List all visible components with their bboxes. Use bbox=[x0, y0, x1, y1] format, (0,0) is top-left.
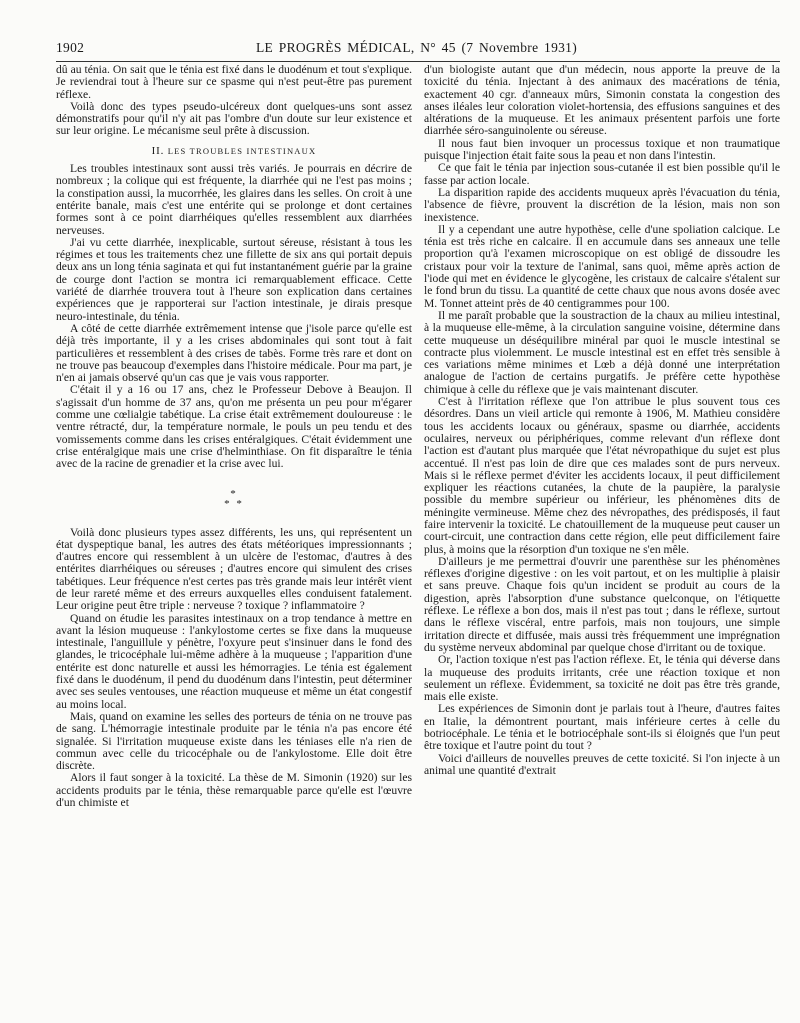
paragraph: d'un biologiste autant que d'un médecin, nous apporte la preuve de la toxicité du ténia. Injectant à des animaux des macérations de ténia, exactement 40 cgr. d'anneaux mûrs, Simonin constata la congestion des anses iléales leur coloration violet-hortensia, des effusions sanguines et des altérations de la muqueuse. Et les animaux présentent parfois une forte diarrhée séro-sanguinolente ou séreuse. bbox=[424, 63, 780, 138]
paragraph: Ce que fait le ténia par injection sous-cutanée il est bien possible qu'il le fasse par action locale. bbox=[424, 161, 780, 187]
paragraph: Mais, quand on examine les selles des porteurs de ténia on ne trouve pas de sang. L'hémorragie intestinale produite par le ténia n'a pas encore été signalée. Si l'irritation muqueuse existe dans les téniases elle n'a rien de commun avec celle du tricocéphale ou de l'ankylostome. Elle doit être discrète. bbox=[56, 709, 412, 773]
paragraph: Les expériences de Simonin dont je parlais tout à l'heure, d'autres faites en Italie, la démontrent pourtant, mais inférieure certes à celle du botriocéphale. Le ténia et le botriocéphale sont-ils si éloignés que l'un peut être toxique et l'autre point du tout ? bbox=[424, 702, 780, 753]
paragraph: Or, l'action toxique n'est pas l'action réflexe. Et, le ténia qui déverse dans la muqueuse des produits irritants, crée une réaction toxique et non seulement un réflexe. Évidemment, sa toxicité ne doit pas être très grande, mais elle existe. bbox=[424, 653, 780, 704]
paragraph: Quand on étudie les parasites intestinaux on a trop tendance à mettre en avant la lésion muqueuse : l'ankylostome certes se fixe dans la muqueuse intestinale, l'anguillule y pénètre, l'oxyure peut s'insinuer dans le fond des glandes, le tricocéphale lui-même adhère à la muqueuse ; l'apparition d'une entérite est donc naturelle et aussi les hémorragies. Le ténia est également fixé dans le duodénum, il pend du duodénum dans l'intestin, peut déterminer avec ses seules ventouses, une réaction muqueuse et même un état congestif au moins local. bbox=[56, 611, 412, 711]
paragraph: Alors il faut songer à la toxicité. La thèse de M. Simonin (1920) sur les accidents produits par le ténia, thèse remarquable parce qu'elle est l'œuvre d'un chimiste et bbox=[56, 771, 412, 810]
paragraph: Voilà donc des types pseudo-ulcéreux dont quelques-uns sont assez démonstratifs pour qu'il n'y ait pas l'ombre d'un doute sur leur existence et sur leur origine. Le mécanisme seul prête à discussion. bbox=[56, 99, 412, 138]
running-header bbox=[56, 40, 780, 60]
section-number: II. bbox=[151, 144, 165, 157]
paragraph: D'ailleurs je me permettrai d'ouvrir une parenthèse sur les phénomènes réflexes d'origine digestive : on les voit partout, et on les multiplie à plaisir et sans preuve. Chaque fois qu'un incident se produit au cours de la digestion, après l'absorption d'une substance quelconque, on l'étiquette réflexe. Le réflexe a bon dos, mais il n'est pas tout ; dans le réflexe, surtout dans le réflexe viscéral, entre parfois, mais non toujours, une simple irritation directe et diffusée, mais aussi très fréquemment une imprégnation du système nerveux abdominal par quelque chose d'irritant ou de toxique. bbox=[424, 554, 780, 654]
paragraph: C'était il y a 16 ou 17 ans, chez le Professeur Debove à Beaujon. Il s'agissait d'un homme de 37 ans, qu'on me présenta un peu pour m'égarer comme une cœlialgie tabétique. La crise était extrêmement douloureuse : le ventre rétracté, dur, la température normale, le pouls un peu tendu et des vomissements comme dans les crises entéralgiques. C'était évidemment une crise entéralgique mais une crise d'helminthiase. On fit disparaître le ténia avec de la racine de grenadier et la crise avec lui. bbox=[56, 383, 412, 471]
paragraph: dû au ténia. On sait que le ténia est fixé dans le duodénum et tout s'explique. Je reviendrai tout à l'heure sur ce spasme qui n'est peut-être pas purement réflexe. bbox=[56, 63, 412, 101]
paragraph: Il y a cependant une autre hypothèse, celle d'une spoliation calcique. Le ténia est très riche en calcaire. Il en accumule dans ses anneaux une telle proportion qu'à l'examen microscopique on est obligé de dissoudre les cristaux pour voir la texture de l'animal, sans quoi, même après action de l'iode qui met en évidence le glycogène, les cristaux de calcaire s'étalent sur le fond brun du tissu. La quantité de cette chaux que nous avons dosée avec M. Tonnet atteint près de 40 centigrammes pour 100. bbox=[424, 222, 780, 310]
journal-title: LE PROGRÈS MÉDICAL, N° 45 (7 Novembre 1931) bbox=[256, 40, 578, 55]
header-rule bbox=[56, 61, 780, 62]
paragraph: C'est à l'irritation réflexe que l'on attribue le plus souvent tous ces désordres. Dans un vieil article qui remonte à 1906, M. Mathieu considère tous les accidents locaux ou généraux, spasme ou diarrhée, accidents oculaires, nerveux ou périphériques, comme relevant d'un réflexe dont l'action est d'autant plus marquée que l'état névropathique du sujet est plus accentué. Il n'est pas loin de dire que ces malades sont de purs nerveux. Mais si le réflexe permet d'éviter les accidents locaux, il peut difficilement expliquer les réactions cutanées, la chute de la paupière, la paralysie possible du membre supérieur ou inférieur, les phénomènes dits de méningite vermineuse. Même chez des névropathes, des prédisposés, il faut faire intervenir la toxicité. Le chatouillement de la muqueuse peut causer un court-circuit, une contraction dans cette région, elle peut difficilement faire plus, à moins que la résorption d'un toxique ne s'en mêle. bbox=[424, 395, 780, 556]
section-title: LES TROUBLES INTESTINAUX bbox=[167, 145, 317, 156]
paragraph: Il nous faut bien invoquer un processus toxique et non traumatique puisque l'injection était faite sous la peau et non dans l'intestin. bbox=[424, 136, 780, 163]
section-heading bbox=[56, 145, 412, 157]
paragraph: J'ai vu cette diarrhée, inexplicable, surtout séreuse, résistant à tous les régimes et tous les traitements chez une fillette de six ans qui portait depuis deux ans un long ténia saginata et qui fut instantanément guérie par la graine de courge dont l'action se montra ici remarquablement efficace. Cette variété de diarrhée trouvera tout à l'heure son explication dans certaines expériences que je rapporterai sur l'action intestinale, je dirais presque neuro-intestinale, du ténia. bbox=[56, 235, 412, 323]
paragraph: Il me paraît probable que la soustraction de la chaux au milieu intestinal, à la muqueuse elle-même, à la circulation sanguine voisine, détermine dans cette muqueuse un déséquilibre minéral par quoi le muscle intestinal se contracte plus violemment. Le muscle intestinal est en effet très sensible à ces variations même minimes et Lœb a déjà donné une interprétation analogue de l'action de certains purgatifs. Je préfère cette hypothèse chimique à celle du réflexe que je vais maintenant discuter. bbox=[424, 308, 780, 396]
page-number: 1902 bbox=[56, 40, 85, 55]
left-column bbox=[56, 64, 412, 809]
paragraph: A côté de cette diarrhée extrêmement intense que j'isole parce qu'elle est déjà très importante, il y a les crises abdominales qui sont tout à fait particulières et ressemblent à des crises de tabès. Forme très rare et dont on ne trouve pas beaucoup d'exemples dans l'histoire médicale. Pour ma part, je n'en ai jamais observé qu'un cas que je vais vous rapporter. bbox=[56, 321, 412, 385]
paragraph: Voici d'ailleurs de nouvelles preuves de cette toxicité. Si l'on injecte à un animal une quantité d'extrait bbox=[424, 751, 780, 777]
asterism-separator: * * * bbox=[224, 487, 244, 510]
paragraph: La disparition rapide des accidents muqueux après l'évacuation du ténia, l'absence de fièvre, prouvent la discrétion de la lésion, mais non son inexistence. bbox=[424, 185, 780, 224]
paragraph: Les troubles intestinaux sont aussi très variés. Je pourrais en décrire de nombreux ; la colique qui est fréquente, la diarrhée qui ne l'est pas moins ; la constipation aussi, la mucorrhée, les glaires dans les selles. On croit à une entérite banale, mais c'est une entérite qui se prolonge et dont certaines formes sont à ce point diarrhéiques qu'elles ressemblent aux diarrhées nerveuses. bbox=[56, 162, 412, 237]
paragraph: Voilà donc plusieurs types assez différents, les uns, qui représentent un état dyspeptique banal, les autres des états météoriques impressionnants ; d'autres encore qui ressemblent à un ulcère de l'estomac, d'autres à des entérites diarrhéiques ou séreuses ; d'autres encore qui simulent des crises tabétiques. Leur fréquence n'est certes pas très grande mais leur intérêt vient de leur rareté même et des erreurs auxquelles elles conduisent fatalement. Leur origine peut être triple : nerveuse ? toxique ? inflammatoire ? bbox=[56, 525, 412, 613]
right-column bbox=[424, 64, 780, 777]
